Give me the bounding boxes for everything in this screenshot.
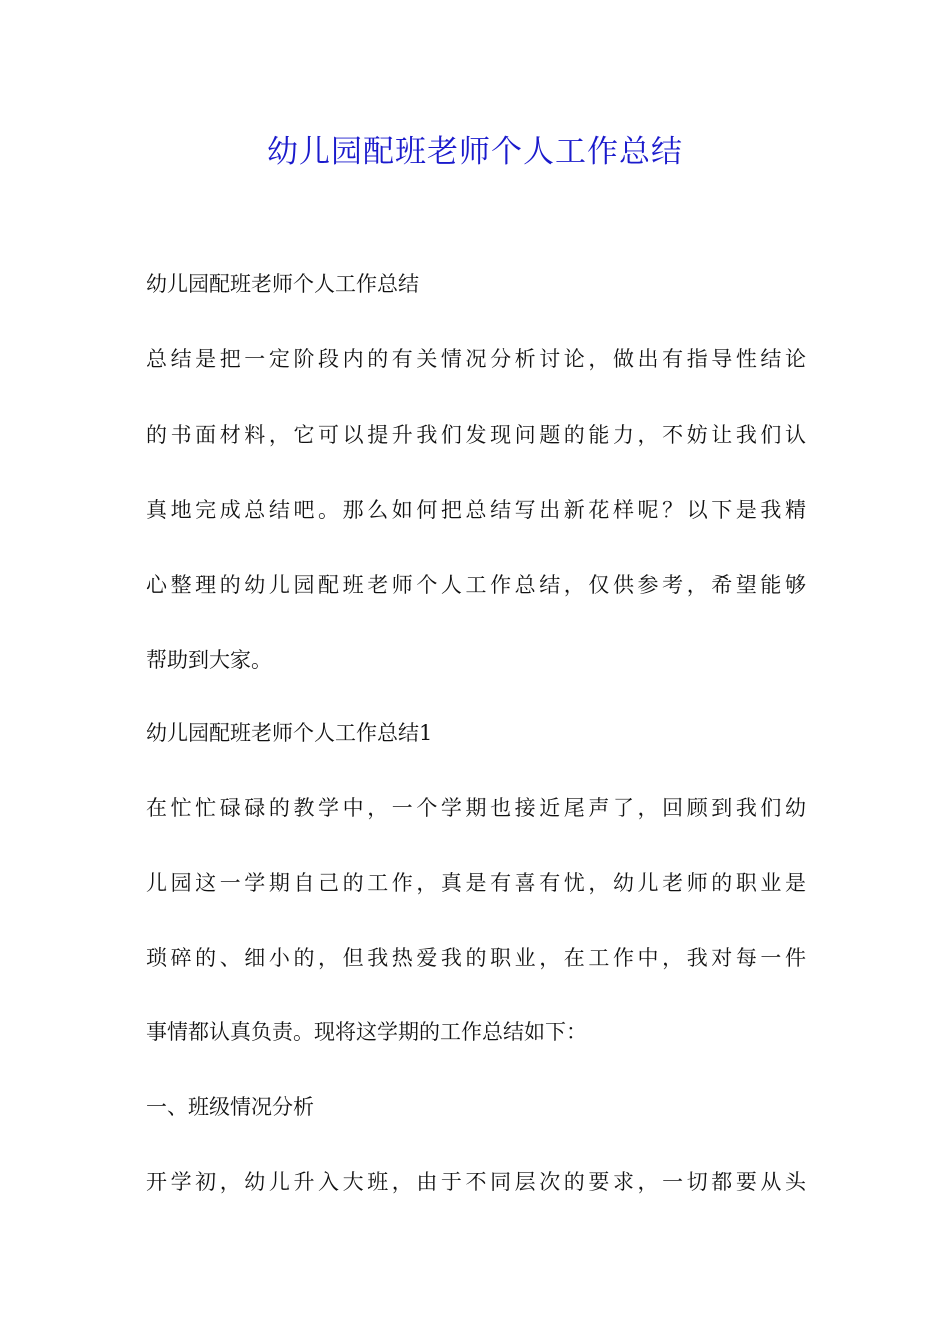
paragraph-line: 在忙忙碌碌的教学中，一个学期也接近尾声了，回顾到我们幼 <box>146 796 806 820</box>
subtitle-line: 幼儿园配班老师个人工作总结 <box>146 272 419 296</box>
paragraph-line: 真地完成总结吧。那么如何把总结写出新花样呢？以下是我精 <box>146 498 806 522</box>
paragraph-line: 开学初，幼儿升入大班，由于不同层次的要求，一切都要从头 <box>146 1170 806 1194</box>
paragraph-line: 的书面材料，它可以提升我们发现问题的能力，不妨让我们认 <box>146 423 806 447</box>
paragraph-line: 琐碎的、细小的，但我热爱我的职业，在工作中，我对每一件 <box>146 946 806 970</box>
paragraph-line: 心整理的幼儿园配班老师个人工作总结，仅供参考，希望能够 <box>146 573 806 597</box>
paragraph-line: 儿园这一学期自己的工作，真是有喜有忧，幼儿老师的职业是 <box>146 871 806 895</box>
paragraph-line: 事情都认真负责。现将这学期的工作总结如下： <box>146 1020 587 1044</box>
section-heading: 一、班级情况分析 <box>146 1095 314 1119</box>
paragraph-line: 帮助到大家。 <box>146 648 272 672</box>
section-heading: 幼儿园配班老师个人工作总结1 <box>146 721 433 745</box>
paragraph-line: 总结是把一定阶段内的有关情况分析讨论，做出有指导性结论 <box>146 347 806 371</box>
document-title: 幼儿园配班老师个人工作总结 <box>267 134 683 170</box>
